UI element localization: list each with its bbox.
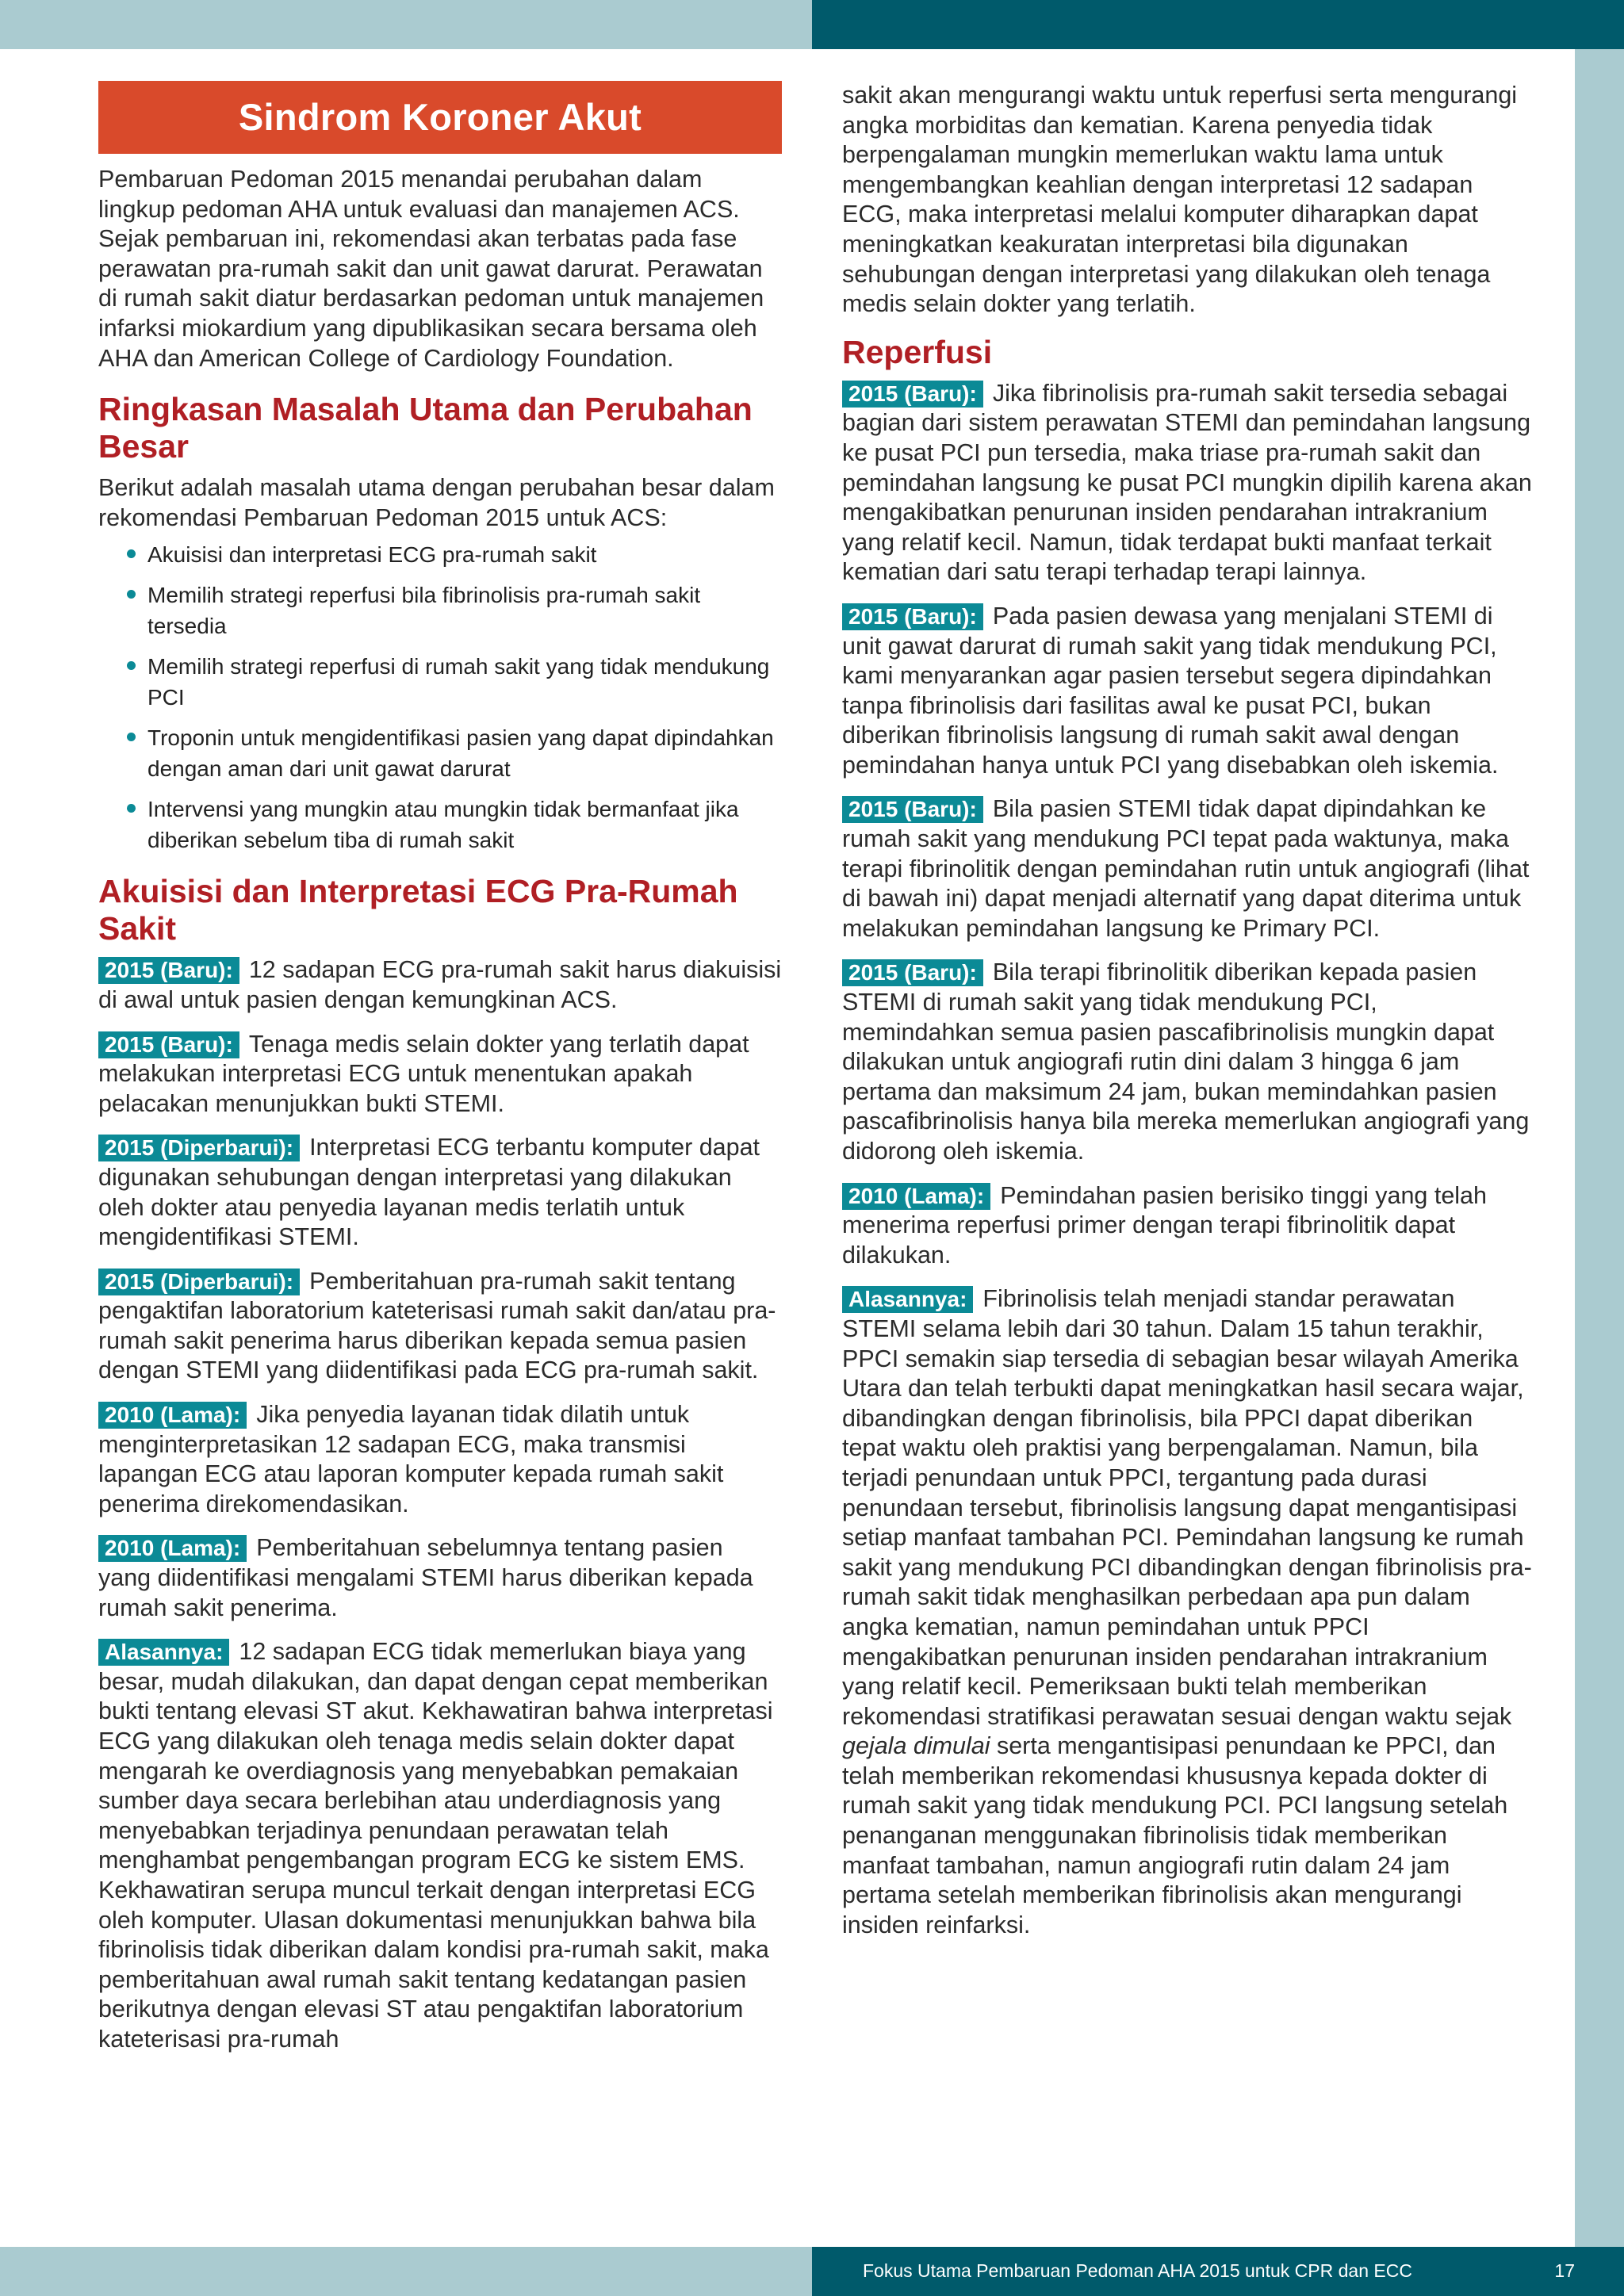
status-badge: 2015 (Diperbarui): bbox=[98, 1135, 300, 1161]
status-badge: 2015 (Baru): bbox=[842, 381, 983, 408]
intro-paragraph: Pembaruan Pedoman 2015 menandai perubahan dalam lingkup pedoman AHA untuk evaluasi dan manajemen ACS. Sejak pembaruan ini, rekomendasi akan terbatas pada fase perawatan pra-rumah sakit dan unit gawat darurat. Perawatan di rumah sakit diatur berdasarkan pedoman untuk manajemen infarksi miokardium yang dipublikasikan secara bersama oleh AHA dan American College of Cardiology Foundation. bbox=[98, 166, 764, 372]
ecg-paragraph: 2015 (Diperbarui): Interpretasi ECG terbantu komputer dapat digunakan sehubungan dengan interpretasi yang dilakukan oleh dokter atau penyedia layanan medis terlatih untuk mengidentifikasi STEMI. bbox=[98, 1134, 760, 1251]
status-badge: 2010 (Lama): bbox=[842, 1183, 990, 1210]
status-badge: 2015 (Baru): bbox=[842, 959, 983, 986]
status-badge: 2015 (Baru): bbox=[842, 796, 983, 823]
heading-summary: Ringkasan Masalah Utama dan Perubahan Besar bbox=[98, 391, 753, 465]
ecg-paragraph: 2015 (Diperbarui): Pemberitahuan pra-rumah sakit tentang pengaktifan laboratorium kateterisasi rumah sakit dan/atau pra-rumah sakit penerima harus diberikan kepada semua pasien dengan STEMI yang diidentifikasi pada ECG pra-rumah sakit. bbox=[98, 1267, 776, 1384]
status-badge: 2015 (Diperbarui): bbox=[98, 1269, 300, 1295]
heading-reperfusion: Reperfusi bbox=[842, 333, 993, 370]
ecg-paragraph: 2015 (Baru): 12 sadapan ECG pra-rumah sakit harus diakuisisi di awal untuk pasien dengan kemungkinan ACS. bbox=[98, 956, 782, 1013]
reperfusion-paragraph: 2010 (Lama): Pemindahan pasien berisiko tinggi yang telah menerima reperfusi primer dengan terapi fibrinolitik dapat dilakukan. bbox=[842, 1181, 1487, 1269]
status-badge: 2015 (Baru): bbox=[98, 1031, 239, 1058]
reperfusion-reason-paragraph: Alasannya: Fibrinolisis telah menjadi standar perawatan STEMI selama lebih dari 30 tahun. Dalam 15 tahun terakhir, PPCI semakin siap tersedia di sebagian besar wilayah Amerika Utara dan telah terbukti dapat meningkatkan hasil secara wajar, dibandingkan dengan fibrinolisis, bila PPCI dapat diberikan tepat waktu oleh praktisi yang berpengalaman. Namun, bila terjadi penundaan untuk PPCI, tergantung pada durasi penundaan tersebut, fibrinolisis langsung dapat mengantisipasi setiap manfaat tambahan PCI. Pemindahan langsung ke rumah sakit yang mendukung PCI dibandingkan dengan fibrinolisis pra-rumah sakit tidak menghasilkan perbedaan apa pun dalam angka kematian, namun pemindahan untuk PPCI mengakibatkan penurunan insiden pendarahan intrakranium yang relatif kecil. Pemeriksaan bukti telah memberikan rekomendasi stratifikasi perawatan sesuai dengan waktu sejak gejala dimulai serta mengantisipasi penundaan ke PPCI, dan telah memberikan rekomendasi khususnya kepada dokter di rumah sakit yang tidak mendukung PCI. PCI langsung setelah penanganan menggunakan fibrinolisis tidak memberikan manfaat tambahan, namun angiografi rutin dalam 24 jam pertama setelah memberikan fibrinolisis akan mengurangi insiden reinfarksi. bbox=[842, 1285, 1532, 1938]
right-side-band bbox=[1575, 49, 1624, 2247]
top-bar-dark bbox=[812, 0, 1624, 49]
ecg-paragraph: 2010 (Lama): Pemberitahuan sebelumnya tentang pasien yang diidentifikasi mengalami STEMI harus diberikan kepada rumah sakit penerima. bbox=[98, 1534, 753, 1621]
reperfusion-paragraph: 2015 (Baru): Pada pasien dewasa yang menjalani STEMI di unit gawat darurat di rumah sakit yang tidak mendukung PCI, kami menyarankan agar pasien tersebut segera dipindahkan tanpa fibrinolisis dari fasilitas awal ke pusat PCI, bukan diberikan fibrinolisis langsung di rumah sakit awal dengan pemindahan hanya untuk PCI yang disebabkan oleh iskemia. bbox=[842, 602, 1499, 779]
reperfusion-paragraph: 2015 (Baru): Jika fibrinolisis pra-rumah sakit tersedia sebagai bagian dari sistem perawatan STEMI dan pemindahan langsung ke pusat PCI pun tersedia, maka triase pra-rumah sakit dan pemindahan langsung ke pusat PCI mungkin dipilih karena akan mengakibatkan penurunan insiden pendarahan intrakranium yang relatif kecil. Namun, tidak terdapat bukti manfaat terkait kematian dari satu terapi terhadap terapi lainnya. bbox=[842, 379, 1532, 586]
heading-ecg: Akuisisi dan Interpretasi ECG Pra-Rumah Sakit bbox=[98, 873, 738, 947]
section-banner: Sindrom Koroner Akut bbox=[98, 81, 782, 154]
ecg-paragraph: 2010 (Lama): Jika penyedia layanan tidak dilatih untuk menginterpretasikan 12 sadapan ECG, maka transmisi lapangan ECG atau laporan komputer kepada rumah sakit penerima direkomendasikan. bbox=[98, 1401, 724, 1517]
list-item: Akuisisi dan interpretasi ECG pra-rumah sakit bbox=[98, 539, 782, 570]
status-badge: 2015 (Baru): bbox=[98, 957, 239, 984]
summary-bullet-list bbox=[98, 539, 782, 855]
summary-intro: Berikut adalah masalah utama dengan perubahan besar dalam rekomendasi Pembaruan Pedoman 2015 untuk ACS: bbox=[98, 474, 775, 531]
list-item: Memilih strategi reperfusi bila fibrinolisis pra-rumah sakit tersedia bbox=[98, 580, 782, 641]
status-badge: Alasannya: bbox=[842, 1286, 973, 1313]
footer-bar bbox=[812, 2247, 1624, 2296]
bullet-icon bbox=[127, 804, 136, 813]
status-badge: 2015 (Baru): bbox=[842, 603, 983, 630]
status-badge: Alasannya: bbox=[98, 1639, 229, 1666]
footer-title: Fokus Utama Pembaruan Pedoman AHA 2015 untuk CPR dan ECC bbox=[863, 2260, 1412, 2281]
list-item: Troponin untuk mengidentifikasi pasien yang dapat dipindahkan dengan aman dari unit gawat darurat bbox=[98, 722, 782, 784]
top-bar-light bbox=[0, 0, 812, 49]
list-item: Memilih strategi reperfusi di rumah sakit yang tidak mendukung PCI bbox=[98, 651, 782, 713]
ecg-paragraph: 2015 (Baru): Tenaga medis selain dokter yang terlatih dapat melakukan interpretasi ECG untuk menentukan apakah pelacakan menunjukkan bukti STEMI. bbox=[98, 1030, 749, 1117]
bullet-icon bbox=[127, 733, 136, 741]
left-column bbox=[98, 81, 782, 2069]
status-badge: 2010 (Lama): bbox=[98, 1535, 247, 1562]
continuation-paragraph: sakit akan mengurangi waktu untuk reperfusi serta mengurangi angka morbiditas dan kematian. Karena penyedia tidak berpengalaman mungkin memerlukan waktu lama untuk mengembangkan keahlian dengan interpretasi 12 sadapan ECG, maka interpretasi melalui komputer diharapkan dapat meningkatkan keakuratan interpretasi bila digunakan sehubungan dengan interpretasi yang dilakukan oleh tenaga medis selain dokter yang terlatih. bbox=[842, 82, 1518, 318]
bullet-icon bbox=[127, 661, 136, 670]
page-number: 17 bbox=[1554, 2260, 1575, 2281]
status-badge: 2010 (Lama): bbox=[98, 1402, 247, 1429]
list-item: Intervensi yang mungkin atau mungkin tidak bermanfaat jika diberikan sebelum tiba di rumah sakit bbox=[98, 794, 782, 855]
bullet-icon bbox=[127, 590, 136, 599]
bullet-icon bbox=[127, 549, 136, 558]
ecg-reason-paragraph: Alasannya: 12 sadapan ECG tidak memerlukan biaya yang besar, mudah dilakukan, dan dapat dengan cepat memberikan bukti tentang elevasi ST akut. Kekhawatiran bahwa interpretasi ECG yang dilakukan oleh tenaga medis selain dokter dapat mengarah ke overdiagnosis yang menyebabkan pemakaian sumber daya secara berlebihan atau underdiagnosis yang menyebabkan terjadinya penundaan perawatan telah menghambat pengembangan program ECG ke sistem EMS. Kekhawatiran serupa muncul terkait dengan interpretasi ECG oleh komputer. Ulasan dokumentasi menunjukkan bahwa bila fibrinolisis tidak diberikan dalam kondisi pra-rumah sakit, maka pemberitahuan awal rumah sakit tentang kedatangan pasien berikutnya dengan elevasi ST atau pengaktifan laboratorium kateterisasi pra-rumah bbox=[98, 1638, 773, 2053]
right-column bbox=[842, 81, 1532, 1954]
reperfusion-paragraph: 2015 (Baru): Bila terapi fibrinolitik diberikan kepada pasien STEMI di rumah sakit yang tidak mendukung PCI, memindahkan semua pasien pascafibrinolisis mungkin dapat dilakukan untuk angiografi rutin dini dalam 3 hingga 6 jam pertama dan maksimum 24 jam, bukan memindahkan pasien pascafibrinolisis hanya bila mereka memerlukan angiografi yang didorong oleh iskemia. bbox=[842, 959, 1530, 1165]
reperfusion-paragraph: 2015 (Baru): Bila pasien STEMI tidak dapat dipindahkan ke rumah sakit yang mendukung PCI tepat pada waktunya, maka terapi fibrinolitik dengan pemindahan rutin untuk angiografi (lihat di bawah ini) dapat menjadi alternatif yang dapat diterima untuk melakukan pemindahan langsung ke Primary PCI. bbox=[842, 795, 1530, 942]
